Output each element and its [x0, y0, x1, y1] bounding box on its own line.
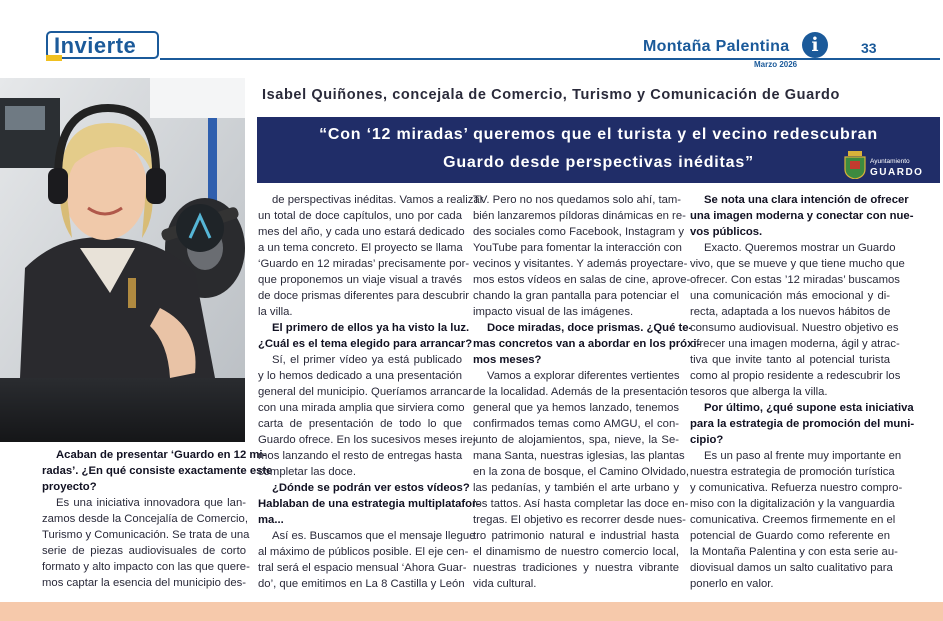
headline-line-2: Guardo desde perspectivas inéditas”	[443, 154, 754, 171]
text-line: TV. Pero no nos quedamos solo ahí, tam-	[473, 194, 682, 206]
column-4	[690, 192, 915, 592]
column-3	[473, 192, 701, 592]
text-line: mos estos vídeos en salas de cine, aprove-	[473, 274, 691, 286]
text-line: serie de piezas audiovisuales de corto	[42, 545, 246, 557]
interviewee-subtitle: Isabel Quiñones, concejala de Comercio, Turismo y Comunicación de Guardo	[262, 87, 840, 103]
text-line: de la localidad. Además de la presentación	[473, 386, 688, 398]
text-line: ofrecer. Con estas ’12 miradas’ buscamos	[690, 274, 900, 286]
text-line: do’, que emitimos en La 8 Castilla y León	[258, 578, 465, 590]
text-line: vecinos y visitantes. Y además proyectare-	[473, 258, 688, 270]
text-line: una imagen moderna y conectar con nue-	[690, 210, 914, 222]
text-line: Turismo y Comunicación. Se trata de una	[42, 529, 250, 541]
text-line: ofrecer una imagen moderna, ágil y atrac-	[690, 338, 900, 350]
header-rule	[160, 58, 940, 60]
text-line: Sí, el primer vídeo ya está publicado	[272, 354, 462, 366]
ayuntamiento-label: Ayuntamiento	[870, 158, 910, 165]
text-line: Así es. Buscamos que el mensaje llegue	[272, 530, 476, 542]
text-line: mana Santa, nuestras iglesias, las plantas	[473, 450, 685, 462]
footer-bar	[0, 602, 943, 621]
text-line: mos captar la esencia del municipio des-	[42, 577, 247, 589]
issue-date: Marzo 2026	[754, 60, 798, 69]
text-line: des sociales como Facebook, Instagram y	[473, 226, 684, 238]
text-line: ponerlo en valor.	[690, 578, 774, 590]
text-line: mos meses?	[473, 354, 542, 366]
guardo-label: GUARDO	[870, 167, 924, 178]
text-line: Exacto. Queremos mostrar un Guardo	[704, 242, 896, 254]
invierte-logo	[46, 31, 159, 59]
text-line: en la zona de bosque, el Camino Olvidado,	[473, 466, 690, 478]
page-number: 33	[861, 40, 877, 56]
text-line: impacto visual de las imágenes.	[473, 306, 634, 318]
text-line: Se nota una clara intención de ofrecer	[704, 194, 909, 206]
photo-illustration	[0, 78, 245, 442]
question-paragraph	[473, 320, 701, 368]
answer-paragraph	[258, 192, 484, 320]
text-line: de doce prismas diferentes para descubrir	[258, 290, 469, 302]
text-line: de perspectivas inéditas. Vamos a realizar	[272, 194, 484, 206]
text-line: miso con la digitalización y la vanguardia	[690, 498, 895, 510]
answer-paragraph	[473, 192, 691, 320]
text-line: completar las doce.	[258, 466, 356, 478]
text-line: el dinamismo de nuestro comercio local,	[473, 546, 679, 558]
question-paragraph	[42, 447, 273, 495]
magazine-title: Montaña Palentina	[643, 38, 790, 55]
answer-paragraph	[258, 352, 477, 480]
text-line: El primero de ellos ya ha visto la luz.	[272, 322, 470, 334]
text-line: la Montaña Palentina y con esta serie au-	[690, 546, 898, 558]
text-line: Guardo ofrece. En los sucesivos meses ire-	[258, 434, 477, 446]
text-line: Es una iniciativa innovadora que lan-	[56, 497, 246, 509]
text-line: a un tema concreto. El proyecto se llama	[258, 242, 463, 254]
text-line: chando la gran pantalla para potenciar el	[473, 290, 679, 302]
question-paragraph	[258, 480, 481, 528]
interview-photo	[0, 78, 245, 442]
text-line: general del municipio. Queríamos arrancar	[258, 386, 473, 398]
question-paragraph	[258, 320, 473, 352]
text-line: comunicativa. Creemos firmemente en el	[690, 514, 896, 526]
answer-paragraph	[690, 448, 903, 592]
headline-line-1: “Con ‘12 miradas’ queremos que el turista y el vecino redescubran	[319, 126, 878, 143]
answer-paragraph	[473, 368, 690, 592]
text-line: ¿Cuál es el tema elegido para arrancar?	[258, 338, 473, 350]
logo-text: Invierte	[54, 33, 137, 58]
text-line: Por último, ¿qué supone esta iniciativa	[704, 402, 914, 414]
text-line: consumo audiovisual. Nuestro objetivo es	[690, 322, 899, 334]
text-line: tesoros que alberga la villa.	[690, 386, 828, 398]
text-line: formato y alto impacto con las que quere-	[42, 561, 250, 573]
text-line: ¿Dónde se podrán ver estos vídeos?	[272, 482, 470, 494]
answer-paragraph	[258, 528, 476, 592]
text-line: cipio?	[690, 434, 724, 446]
text-line: la villa.	[258, 306, 293, 318]
text-line: vivo, que se mueve y que tiene mucho que	[690, 258, 905, 270]
question-paragraph	[690, 400, 915, 448]
text-line: tregas. El objetivo es recorrer desde nues-	[473, 514, 686, 526]
text-line: YouTube para fomentar la interacción con	[473, 242, 682, 254]
text-line: tro patrimonio natural e industrial hasta	[473, 530, 679, 542]
text-line: vos públicos.	[690, 226, 763, 238]
text-line: ma...	[258, 514, 284, 526]
text-line: mes del año, y cada uno estará dedicado	[258, 226, 465, 238]
text-line: una comunicación más emocional y di-	[690, 290, 890, 302]
text-line: un total de doce capítulos, uno por cada	[258, 210, 462, 222]
text-line: junto de alojamientos, spa, nieve, la Se-	[473, 434, 679, 446]
text-line: Doce miradas, doce prismas. ¿Qué te-	[487, 322, 693, 334]
answer-paragraph	[690, 240, 905, 400]
text-line: potencial de Guardo como referente en	[690, 530, 890, 542]
guardo-crest-icon	[844, 151, 866, 179]
question-paragraph	[690, 192, 914, 240]
column-1	[42, 447, 273, 591]
text-line: Hablaban de una estrategia multiplatafor-	[258, 498, 481, 510]
text-line: Es un paso al frente muy importante en	[704, 450, 902, 462]
text-line: Vamos a explorar diferentes vertientes	[487, 370, 680, 382]
text-line: diovisual damos un salto cualitativo para	[690, 562, 893, 574]
text-line: general que ya hemos lanzado, tenemos	[473, 402, 679, 414]
text-line: carta de presentación de todo lo que	[258, 418, 462, 430]
text-line: tiva que invite tanto al potencial turista	[690, 354, 890, 366]
text-line: Acaban de presentar ‘Guardo en 12 mi-	[56, 449, 267, 461]
answer-paragraph	[42, 495, 250, 591]
text-line: tral será el espacio mensual ‘Ahora Guar-	[258, 562, 467, 574]
text-line: y comunicativa. Refuerza nuestro compro-	[690, 482, 903, 494]
headline-banner	[257, 117, 940, 183]
column-2	[258, 192, 484, 592]
text-line: al máximo de públicos posible. El eje cen-	[258, 546, 469, 558]
text-line: mas concretos van a abordar en los próxi-	[473, 338, 701, 350]
text-line: mos lanzando el resto de entregas hasta	[258, 450, 463, 462]
text-line: proyecto?	[42, 481, 97, 493]
text-line: nuestra estrategia de promoción turística	[690, 466, 895, 478]
text-line: recta, adaptada a los nuevos hábitos de	[690, 306, 891, 318]
text-line: radas’. ¿En qué consiste exactamente este	[42, 465, 273, 477]
text-line: los tattos. Así hasta completar las doce en-	[473, 498, 689, 510]
text-line: zamos desde la Concejalía de Comercio,	[42, 513, 248, 525]
text-line: como al propio residente a redescubrir los	[690, 370, 901, 382]
text-line: vida cultural.	[473, 578, 537, 590]
text-line: para la estrategia de promoción del muni-	[690, 418, 915, 430]
text-line: nuestras tradiciones y nuestra vibrante	[473, 562, 679, 574]
text-line: y lo hemos dedicado a una presentación	[258, 370, 462, 382]
text-line: confirmados temas como AMGU, el con-	[473, 418, 679, 430]
text-line: con una mirada amplia que sirviera como	[258, 402, 465, 414]
text-line: las pedanías, y también el arte urbano y	[473, 482, 679, 494]
text-line: ‘Guardo en 12 miradas’ precisamente por-	[258, 258, 470, 270]
text-line: bién lanzaremos píldoras dinámicas en re-	[473, 210, 686, 222]
info-icon: i	[802, 32, 828, 58]
text-line: que proponemos un viaje visual a través	[258, 274, 462, 286]
